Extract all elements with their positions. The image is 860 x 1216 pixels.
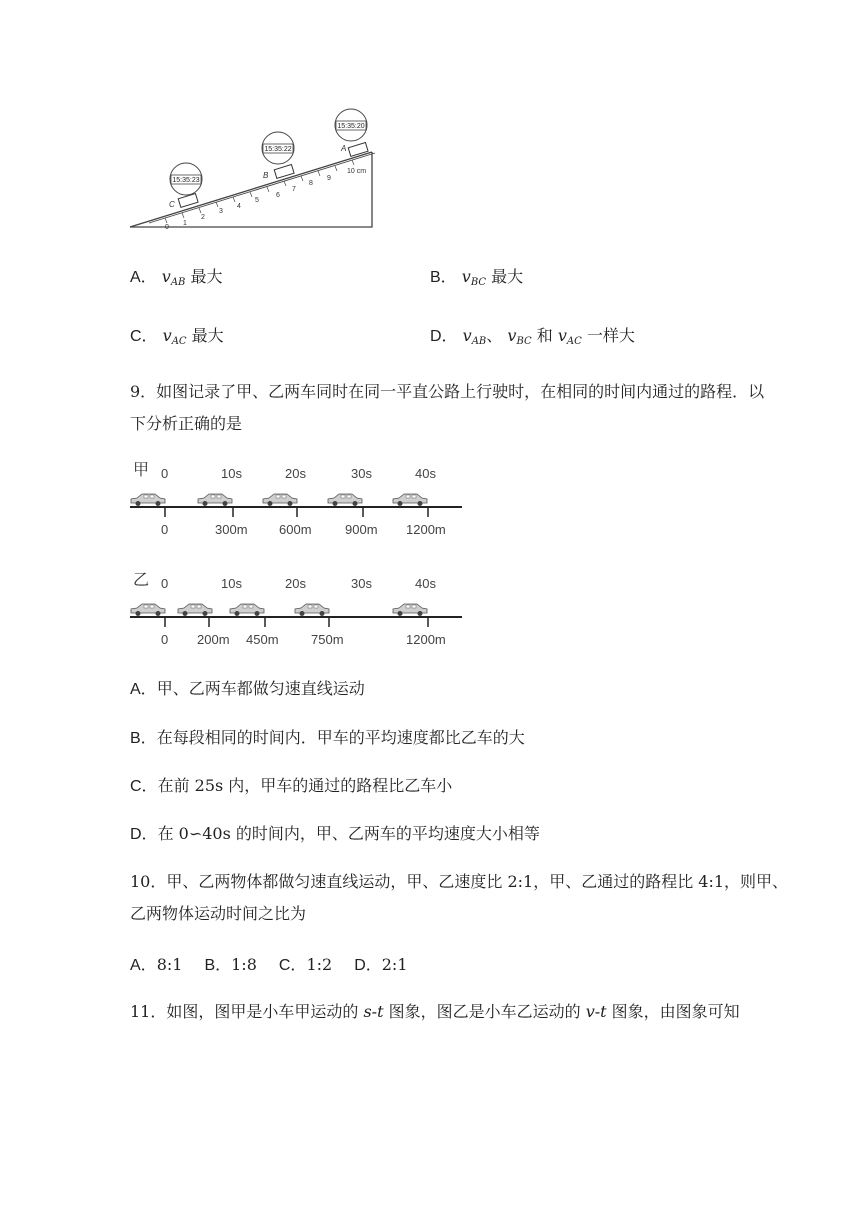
- incline-slope: [130, 152, 372, 227]
- cart-b: [262, 132, 294, 180]
- q10-stem-line1: 10．甲、乙两物体都做匀速直线运动，甲、乙速度比 2:1，甲、乙通过的路程比 4:1，则甲、: [130, 872, 789, 891]
- jia-distance: 300m: [215, 522, 248, 537]
- jia-car: [263, 494, 297, 506]
- yi-label: 乙: [133, 572, 150, 589]
- ruler-number: 2: [201, 214, 205, 221]
- yi-car: [393, 604, 427, 616]
- yi-time-labels: [161, 576, 436, 591]
- jia-car: [328, 494, 362, 506]
- jia-time: 10s: [221, 466, 242, 481]
- ruler-number: 8: [309, 180, 313, 187]
- jia-distance: 1200m: [406, 522, 446, 537]
- jia-car: [131, 494, 165, 506]
- jia-ticks: [165, 507, 428, 517]
- yi-car: [295, 604, 329, 616]
- q8-option-b[interactable]: B． $v_{BC}$ 最大: [430, 267, 524, 288]
- yi-car: [178, 604, 212, 616]
- q10-option-b[interactable]: B．1:8: [204, 955, 257, 974]
- clock-c-time: 15:35:23: [172, 177, 200, 184]
- clock-b-time: 15:35:22: [264, 146, 292, 153]
- ruler-number: 4: [237, 203, 241, 210]
- yi-car: [230, 604, 264, 616]
- yi-car: [131, 604, 165, 616]
- point-label-c: C: [169, 200, 175, 209]
- yi-distance: 0: [161, 632, 169, 647]
- ruler-number: 5: [255, 197, 259, 204]
- yi-time: 0: [161, 576, 169, 591]
- yi-time: 20s: [285, 576, 306, 591]
- jia-label: 甲: [133, 462, 150, 479]
- jia-distance: 600m: [279, 522, 312, 537]
- q10-option-d[interactable]: D．2:1: [354, 955, 408, 974]
- ruler-number: 9: [327, 175, 331, 182]
- q8-option-a[interactable]: A． $v_{AB}$ 最大: [130, 267, 223, 288]
- ruler-number: 7: [292, 186, 296, 193]
- q9-option-d[interactable]: D．在 0∽40s 的时间内，甲、乙两车的平均速度大小相等: [130, 824, 540, 843]
- q8-option-c[interactable]: C． $v_{AC}$ 最大: [130, 326, 224, 347]
- yi-distance: 200m: [197, 632, 230, 647]
- cart-a: [335, 109, 368, 156]
- yi-distance-labels: [161, 632, 446, 647]
- jia-time-labels: [161, 466, 436, 481]
- yi-time: 30s: [351, 576, 372, 591]
- clock-a-time: 15:35:20: [337, 123, 365, 130]
- jia-time: 0: [161, 466, 169, 481]
- ruler-number: 6: [276, 192, 280, 199]
- ruler-number: 1: [183, 220, 187, 227]
- jia-car: [198, 494, 232, 506]
- point-label-b: B: [263, 171, 269, 180]
- yi-time: 40s: [415, 576, 436, 591]
- jia-distance-labels: [161, 522, 446, 537]
- point-label-a: A: [341, 144, 347, 153]
- jia-distance: 0: [161, 522, 169, 537]
- q10-options: [130, 954, 408, 977]
- yi-distance: 750m: [311, 632, 344, 647]
- ruler-number: 3: [219, 208, 223, 215]
- q9-option-c[interactable]: C．在前 25s 内，甲车的通过的路程比乙车小: [130, 776, 453, 795]
- q10-option-c[interactable]: C．1:2: [278, 955, 333, 974]
- jia-car: [393, 494, 427, 506]
- cart-c: [169, 163, 202, 209]
- q9-motion-diagram: [125, 455, 470, 655]
- q8-option-d[interactable]: D． $v_{AB}$、 $v_{BC}$ 和 $v_{AC}$ 一样大: [430, 326, 635, 347]
- jia-time: 40s: [415, 466, 436, 481]
- jia-time: 30s: [351, 466, 372, 481]
- q11-stem: 11．如图，图甲是小车甲运动的 s-t 图象，图乙是小车乙运动的 v-t 图象，由图象可知: [130, 1002, 740, 1021]
- q10-stem-line2: 乙两物体运动时间之比为: [130, 904, 307, 923]
- yi-ticks: [165, 617, 428, 627]
- yi-time: 10s: [221, 576, 242, 591]
- q9-option-b[interactable]: B．在每段相同的时间内．甲车的平均速度都比乙车的大: [130, 728, 525, 747]
- ruler-number: 0: [165, 224, 169, 231]
- jia-time: 20s: [285, 466, 306, 481]
- yi-distance: 1200m: [406, 632, 446, 647]
- q9-stem-line2: 下分析正确的是: [130, 414, 243, 433]
- q9-option-a[interactable]: A．甲、乙两车都做匀速直线运动: [130, 679, 365, 698]
- jia-distance: 900m: [345, 522, 378, 537]
- ruler-number: 10 cm: [347, 168, 367, 175]
- yi-distance: 450m: [246, 632, 279, 647]
- incline-diagram: [125, 105, 385, 237]
- q9-stem-line1: 9．如图记录了甲、乙两车同时在同一平直公路上行驶时，在相同的时间内通过的路程．以: [130, 382, 765, 401]
- q10-option-a[interactable]: A．8:1: [130, 955, 183, 974]
